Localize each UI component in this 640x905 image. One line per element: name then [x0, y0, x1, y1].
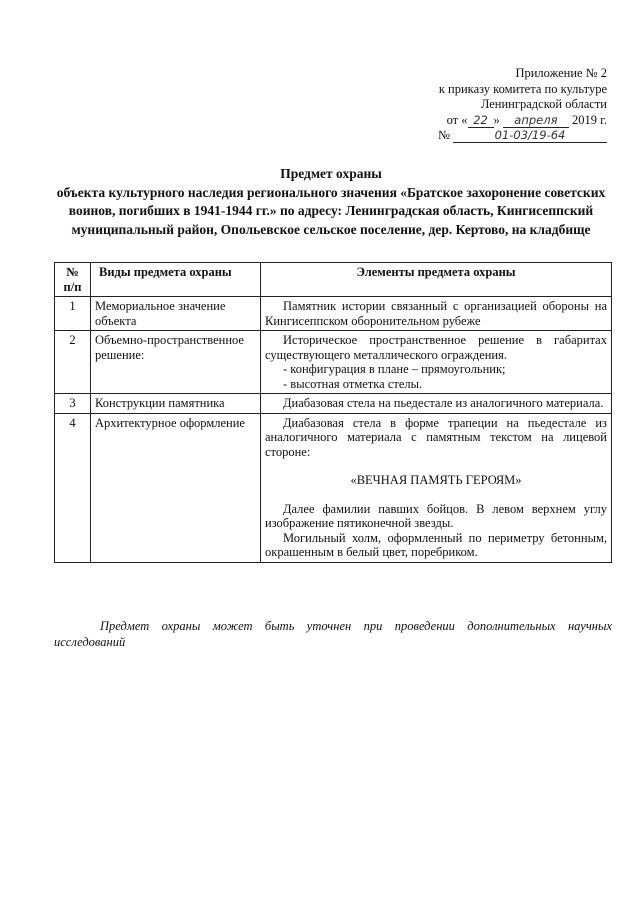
document-title — [40, 165, 622, 239]
table-row — [55, 394, 612, 414]
footnote: Предмет охраны может быть уточнен при проведении дополнительных научных исследований — [54, 619, 612, 649]
row-elements: Памятник истории связанный с организацией обороны на Кингисеппском оборонительном рубеже — [261, 297, 612, 331]
appendix-date — [397, 113, 607, 129]
number-prefix: № — [437, 128, 450, 142]
table-row — [55, 297, 612, 331]
row-elements-para: Могильный холм, оформленный по периметру бетонным, окрашенным в белый цвет, поребриком. — [265, 530, 607, 559]
appendix-header — [397, 66, 607, 144]
row-elements-text: Диабазовая стела в форме трапеции на пьедестале из аналогичного материала с памятным текстом на лицевой стороне: — [265, 415, 607, 459]
row-num: 2 — [55, 331, 91, 394]
row-num: 1 — [55, 297, 91, 331]
row-kind: Конструкции памятника — [91, 394, 261, 414]
table-row — [55, 413, 612, 562]
table-row — [55, 331, 612, 394]
appendix-line-2: к приказу комитета по культуре — [438, 81, 607, 96]
appendix-line-3: Ленинградской области — [480, 97, 607, 111]
row-elements-item: - высотная отметка стелы. — [283, 376, 423, 391]
row-elements: Диабазовая стела на пьедестале из аналогичного материала. — [261, 394, 612, 414]
appendix-line-1: Приложение № 2 — [515, 66, 607, 80]
date-prefix: от « — [446, 112, 468, 127]
row-elements — [261, 413, 612, 562]
row-elements-text: Историческое пространственное решение в габаритах существующего металлического ограждения. — [265, 333, 607, 362]
number-handwritten: 01-03/19-64 — [453, 129, 607, 143]
spacer — [265, 459, 607, 473]
date-year: 2019 г. — [572, 112, 607, 127]
header-num: № п/п — [55, 263, 91, 297]
row-elements-para: Далее фамилии павших бойцов. В левом верхнем углу изображение пятиконечной звезды. — [265, 501, 607, 530]
row-kind: Архитектурное оформление — [91, 413, 261, 562]
row-kind: Мемориальное значение объекта — [91, 297, 261, 331]
row-elements — [261, 331, 612, 394]
date-day-handwritten: 22 — [468, 114, 494, 128]
row-elements-item: - конфигурация в плане – прямоугольник; — [283, 362, 506, 376]
header-elements: Элементы предмета охраны — [261, 263, 612, 297]
title-line-2: объекта культурного наследия регионального значения «Братское захоронение советских воинов, погибших в 1941-1944 гг.» по адресу: Ленинградская область, Кингисеппский муниципальный район, Опольевское сельское поселение, дер. Кертово, на кладбище — [56, 184, 606, 237]
table-header-row — [55, 263, 612, 297]
row-num: 3 — [55, 394, 91, 414]
date-month-handwritten: апреля — [503, 114, 569, 128]
appendix-number — [397, 128, 607, 144]
memorial-inscription: «ВЕЧНАЯ ПАМЯТЬ ГЕРОЯМ» — [350, 473, 522, 487]
spacer — [265, 488, 607, 502]
header-kind: Виды предмета охраны — [91, 263, 261, 297]
title-line-1: Предмет охраны — [280, 166, 382, 181]
protection-subject-table — [54, 262, 612, 563]
date-mid: » — [493, 112, 500, 127]
row-kind: Объемно-пространственное решение: — [91, 331, 261, 394]
row-num: 4 — [55, 413, 91, 562]
